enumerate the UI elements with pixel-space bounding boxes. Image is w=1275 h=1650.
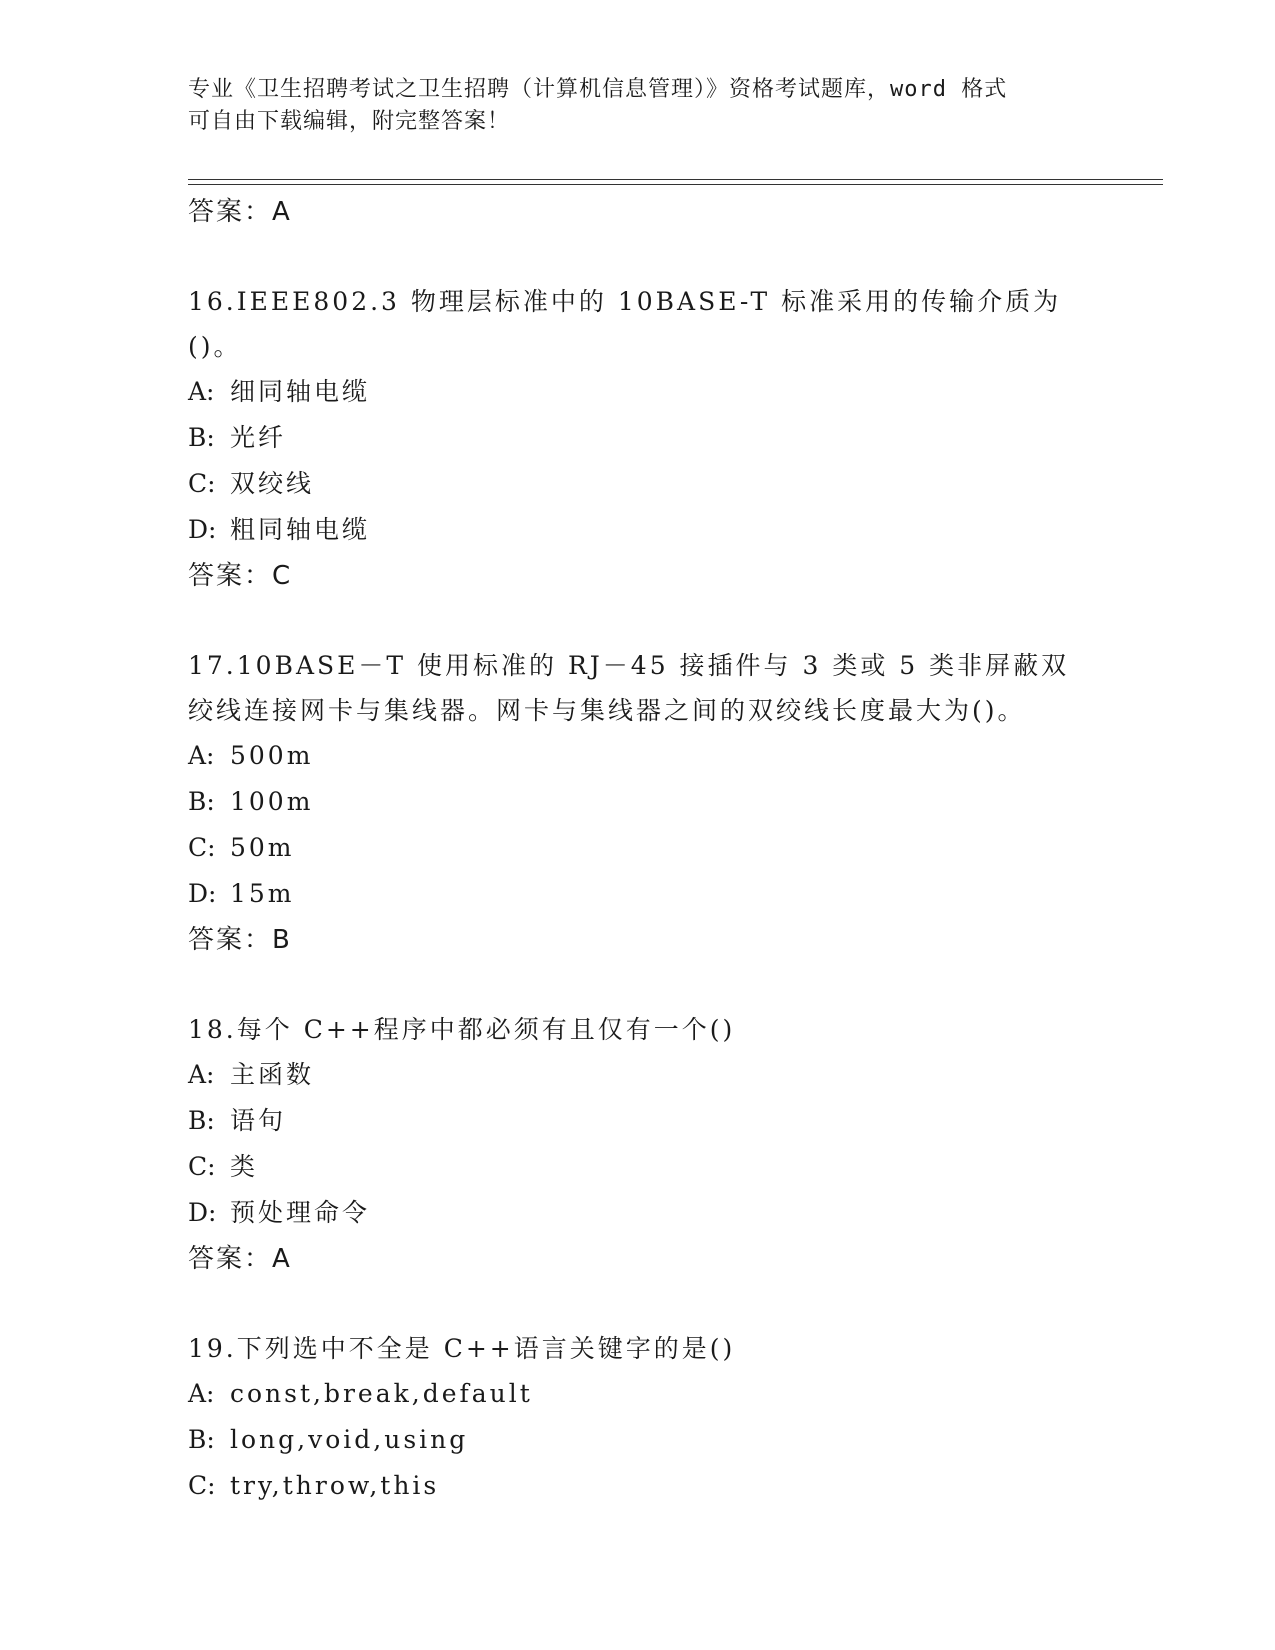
header-divider-top <box>188 179 1163 180</box>
option-text: long,void,using <box>230 1425 469 1454</box>
option-d <box>188 871 1148 917</box>
question-19 <box>188 1326 1148 1509</box>
option-c <box>188 825 1148 871</box>
option-text: 预处理命令 <box>230 1198 371 1227</box>
option-c <box>188 1463 1148 1509</box>
option-label: A: <box>188 1379 215 1408</box>
option-c <box>188 1144 1148 1190</box>
option-label: D: <box>188 879 217 908</box>
option-label: B: <box>188 423 215 452</box>
option-b <box>188 415 1148 461</box>
option-text: 100m <box>230 787 314 816</box>
question-stem: 17.10BASE－T 使用标准的 RJ－45 接插件与 3 类或 5 类非屏蔽双绞线连接网卡与集线器。网卡与集线器之间的双绞线长度最大为()。 <box>188 651 1070 725</box>
option-label: A: <box>188 741 215 770</box>
option-label: A: <box>188 377 215 406</box>
option-label: B: <box>188 787 215 816</box>
header-line-2: 可自由下载编辑，附完整答案！ <box>188 109 511 134</box>
option-text: 15m <box>230 879 295 908</box>
option-label: D: <box>188 1198 217 1227</box>
option-label: C: <box>188 1471 216 1500</box>
option-label: C: <box>188 1152 216 1181</box>
option-text: const,break,default <box>230 1379 533 1408</box>
option-label: C: <box>188 469 216 498</box>
option-text: 细同轴电缆 <box>230 377 371 406</box>
option-text: 双绞线 <box>230 469 315 498</box>
option-a <box>188 733 1148 779</box>
option-text: 语句 <box>230 1106 287 1135</box>
question-stem: 18.每个 C++程序中都必须有且仅有一个() <box>188 1015 736 1044</box>
spacer <box>188 963 1148 1007</box>
option-label: D: <box>188 515 217 544</box>
option-text: 类 <box>230 1152 259 1181</box>
option-text: try,throw,this <box>230 1471 440 1500</box>
option-text: 50m <box>230 833 295 862</box>
spacer <box>188 1282 1148 1326</box>
question-16 <box>188 279 1148 599</box>
answer: 答案：B <box>188 925 292 955</box>
answer: 答案：C <box>188 561 293 591</box>
spacer <box>188 235 1148 279</box>
option-label: C: <box>188 833 216 862</box>
option-text: 光纤 <box>230 423 287 452</box>
option-a <box>188 1052 1148 1098</box>
header-divider-bottom <box>188 184 1163 185</box>
question-18 <box>188 1007 1148 1282</box>
answer: 答案：A <box>188 1244 292 1274</box>
header-line-1: 专业《卫生招聘考试之卫生招聘（计算机信息管理）》资格考试题库，word 格式 <box>188 77 1008 102</box>
option-c <box>188 461 1148 507</box>
option-text: 粗同轴电缆 <box>230 515 371 544</box>
spacer <box>188 599 1148 643</box>
option-d <box>188 1190 1148 1236</box>
option-a <box>188 1371 1148 1417</box>
previous-answer: 答案：A <box>188 197 292 227</box>
option-b <box>188 1417 1148 1463</box>
question-17 <box>188 643 1148 963</box>
option-label: B: <box>188 1106 215 1135</box>
question-stem: 19.下列选中不全是 C++语言关键字的是() <box>188 1334 736 1363</box>
option-a <box>188 369 1148 415</box>
option-b <box>188 779 1148 825</box>
option-text: 500m <box>230 741 314 770</box>
option-label: A: <box>188 1060 215 1089</box>
option-label: B: <box>188 1425 215 1454</box>
option-b <box>188 1098 1148 1144</box>
question-list <box>188 189 1148 1509</box>
option-d <box>188 507 1148 553</box>
option-text: 主函数 <box>230 1060 315 1089</box>
document-header <box>188 74 1088 138</box>
question-stem: 16.IEEE802.3 物理层标准中的 10BASE-T 标准采用的传输介质为()。 <box>188 287 1062 361</box>
